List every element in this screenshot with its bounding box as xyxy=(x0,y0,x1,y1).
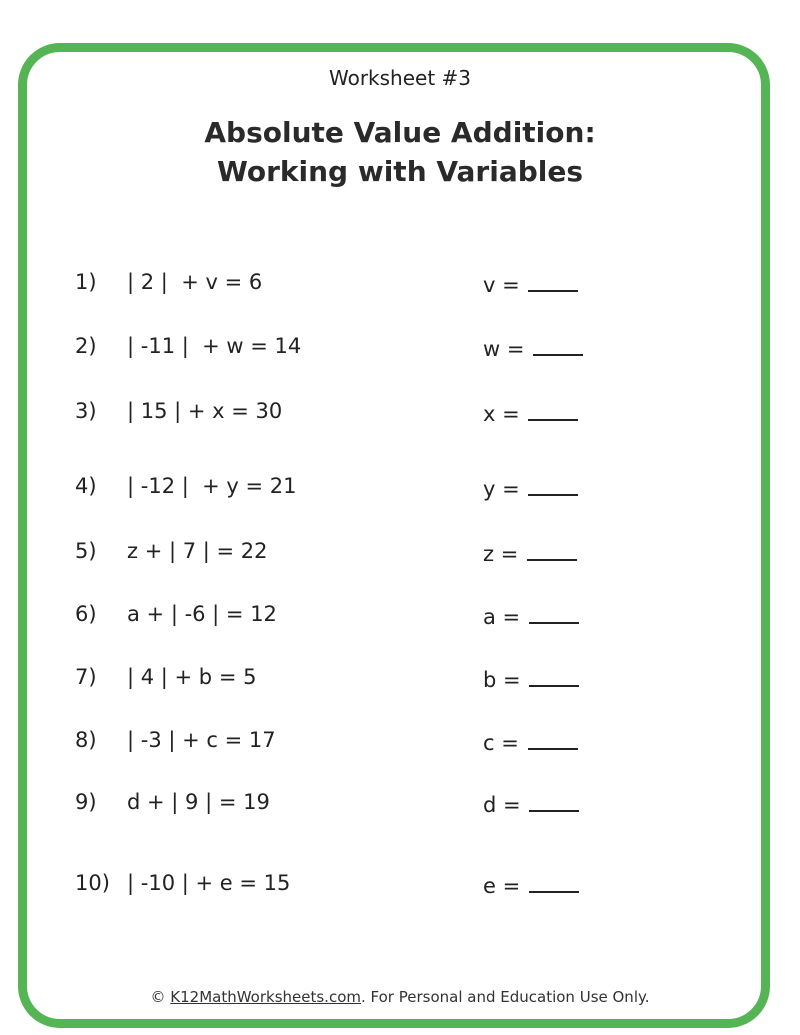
answer-label: b = xyxy=(483,668,528,692)
problem-equation: | -10 | + e = 15 xyxy=(127,871,291,895)
problem-equation: | -12 | + y = 21 xyxy=(127,474,297,498)
problem-7 xyxy=(75,665,635,695)
problem-equation: | -3 | + c = 17 xyxy=(127,728,276,752)
answer-label: v = xyxy=(483,273,527,297)
answer-label: z = xyxy=(483,542,525,566)
answer-blank[interactable] xyxy=(533,334,583,356)
footer-copyright xyxy=(0,988,800,1006)
problem-10 xyxy=(75,871,635,901)
answer-field[interactable] xyxy=(483,334,583,361)
answer-field[interactable] xyxy=(483,665,579,692)
answer-label: x = xyxy=(483,402,527,426)
usage-notice: . For Personal and Education Use Only. xyxy=(361,988,650,1006)
problem-number: 5) xyxy=(75,539,97,563)
problem-number: 4) xyxy=(75,474,97,498)
answer-blank[interactable] xyxy=(528,474,578,496)
problem-equation: a + | -6 | = 12 xyxy=(127,602,277,626)
answer-blank[interactable] xyxy=(529,602,579,624)
problem-3 xyxy=(75,399,635,429)
problem-equation: | 15 | + x = 30 xyxy=(127,399,283,423)
problem-equation: | -11 | + w = 14 xyxy=(127,334,302,358)
answer-blank[interactable] xyxy=(529,665,579,687)
answer-blank[interactable] xyxy=(528,270,578,292)
answer-label: a = xyxy=(483,605,527,629)
answer-label: y = xyxy=(483,477,527,501)
title-line-1: Absolute Value Addition: xyxy=(204,116,596,149)
problem-number: 2) xyxy=(75,334,97,358)
problem-4 xyxy=(75,474,635,504)
problem-equation: z + | 7 | = 22 xyxy=(127,539,268,563)
problem-number: 3) xyxy=(75,399,97,423)
answer-field[interactable] xyxy=(483,728,578,755)
answer-blank[interactable] xyxy=(528,399,578,421)
answer-label: d = xyxy=(483,793,528,817)
answer-label: e = xyxy=(483,874,527,898)
problem-equation: | 2 | + v = 6 xyxy=(127,270,263,294)
copyright-symbol: © xyxy=(150,988,166,1006)
answer-field[interactable] xyxy=(483,871,579,898)
answer-field[interactable] xyxy=(483,602,579,629)
answer-blank[interactable] xyxy=(529,871,579,893)
site-link[interactable]: K12MathWorksheets.com xyxy=(170,988,361,1006)
answer-field[interactable] xyxy=(483,474,578,501)
answer-blank[interactable] xyxy=(529,790,579,812)
answer-field[interactable] xyxy=(483,399,578,426)
answer-label: c = xyxy=(483,731,526,755)
answer-field[interactable] xyxy=(483,539,577,566)
problem-6 xyxy=(75,602,635,632)
problem-number: 6) xyxy=(75,602,97,626)
problem-number: 8) xyxy=(75,728,97,752)
problem-8 xyxy=(75,728,635,758)
problem-2 xyxy=(75,334,635,364)
worksheet-number: Worksheet #3 xyxy=(328,66,472,90)
problem-1 xyxy=(75,270,635,300)
title-line-2: Working with Variables xyxy=(216,155,584,188)
problem-number: 1) xyxy=(75,270,97,294)
answer-field[interactable] xyxy=(483,790,579,817)
answer-field[interactable] xyxy=(483,270,578,297)
answer-blank[interactable] xyxy=(527,539,577,561)
problem-9 xyxy=(75,790,635,820)
problem-equation: | 4 | + b = 5 xyxy=(127,665,257,689)
answer-blank[interactable] xyxy=(528,728,578,750)
problem-number: 7) xyxy=(75,665,97,689)
worksheet-title xyxy=(0,113,800,191)
problem-number: 9) xyxy=(75,790,97,814)
problem-equation: d + | 9 | = 19 xyxy=(127,790,270,814)
answer-label: w = xyxy=(483,337,532,361)
problem-number: 10) xyxy=(75,871,110,895)
problem-5 xyxy=(75,539,635,569)
